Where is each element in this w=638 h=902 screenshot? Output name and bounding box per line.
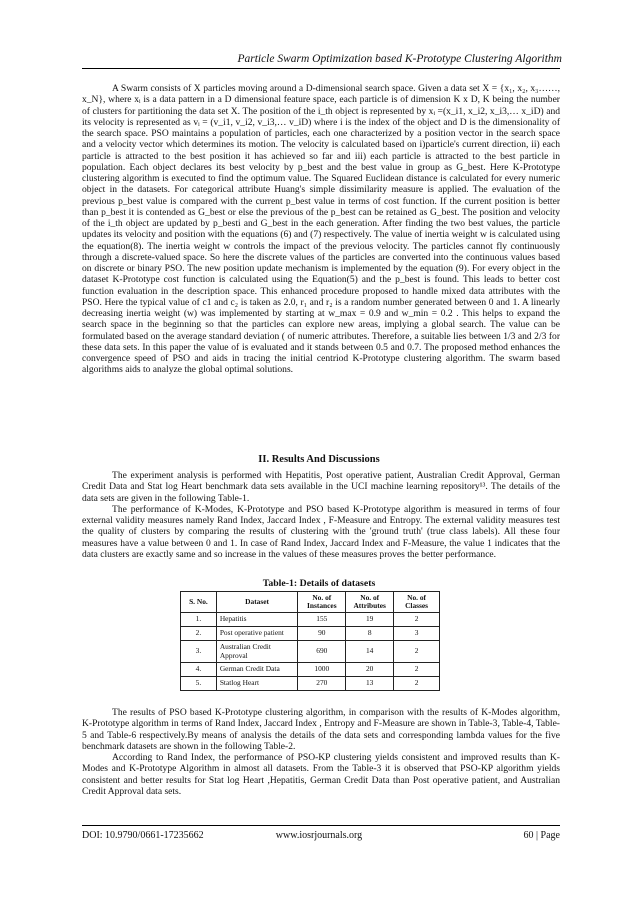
table-cell: 690 bbox=[298, 641, 346, 663]
table-row bbox=[181, 677, 440, 691]
header-cell: No. of Attributes bbox=[346, 592, 394, 613]
section-heading: II. Results And Discussions bbox=[258, 454, 380, 465]
footer-website: www.iosrjournals.org bbox=[275, 830, 363, 841]
table-cell: 14 bbox=[346, 641, 394, 663]
table-cell: Statlog Heart bbox=[216, 677, 298, 691]
datasets-table bbox=[180, 591, 440, 691]
results-intro-block bbox=[82, 470, 560, 560]
header-rule bbox=[82, 68, 560, 69]
footer-doi: DOI: 10.9790/0661-17235662 bbox=[82, 830, 204, 841]
table-cell: 20 bbox=[346, 663, 394, 677]
paragraph: A Swarm consists of X particles moving around a D-dimensional search space. Given a data set X = {x₁, x₂, x₃……, x_N}, where xᵢ is a data pattern in a D dimensional feature space, each particle is of dimension K x D, K being the number of clusters for partitioning the data set X. The position of the i_th object is represented by xᵢ =(x_i1, x_i2, x_i3,… x_iD) and its velocity is represented as vᵢ = (v_i1, v_i2, v_i3,… v_iD) where i is the index of the object and D is the dimensionality of the search space. PSO maintains a population of particles, each one characterized by a position vector in the search space and a velocity vector which determines its motion. The velocity is calculated based on i)particle's current direction, ii) each particle is attracted to the best position it has achieved so far and iii) each particle is attracted to the best particle in population. Each object declares its best velocity by p_best and the best value in group as G_best. Here K-Prototype clustering algorithm is executed to find the optimum value. The Squared Euclidean distance is calculated for every numeric object in the datasets. For categorical attribute Huang's simple dissimilarity measure is applied. The evaluation of the previous p_best value is compared with the current p_best value in terms of cost function. If the current position is better than p_best it is contended as G_best or else the previous of the p_best can be retained as G_best. The position and velocity of the i_th object are updated by p_besti and G_best in the each generation. After finding the two best values, the particle updates its velocity and position with the equations (6) and (7) respectively. The value of inertia weight w is calculated using the equation(8). The inertia weight w controls the impact of the previous velocity. The particles cannot fly continuously through a discrete-valued space. So here the discrete values of the particles are converted into the continuous values based on discrete or binary PSO. The new position update mechanism is implemented by the equation (9). For every object in the dataset K-Prototype cost function is calculated using the Equation(5) and the p_best is found. This leads to better cost function evaluation in the description space. This enhanced procedure proposed to handle mixed data attributes with the PSO. Here the typical value of c1 and c₂ is taken as 2.0, r₁ and r₂ is a random number generated between 0 and 1. A linearly decreasing inertia weight (w) was implemented by starting at w_max = 0.9 and w_min = 0.2 . This helps to expand the search space in the beginning so that the particles can explore new areas, implying a global search. The value can be formulated based on the average standard deviation ( of numeric attributes. Therefore, a suitable lies between 1/3 and 2/3 for these data sets. In this paper the value of is evaluated and it stands between 0.5 and 0.7. The proposed method enhances the convergence speed of PSO and aids in tracing the initial centriod K-Prototype clustering algorithm. The swarm based algorithms aids to analyze the global optimal solutions. bbox=[82, 83, 560, 376]
table-cell: 1000 bbox=[298, 663, 346, 677]
table-cell: 155 bbox=[298, 613, 346, 627]
header-cell: Dataset bbox=[216, 592, 298, 613]
table-cell: German Credit Data bbox=[216, 663, 298, 677]
method-description-block bbox=[82, 83, 560, 376]
table-cell: Hepatitis bbox=[216, 613, 298, 627]
table-cell: 2 bbox=[394, 677, 440, 691]
table-cell: 270 bbox=[298, 677, 346, 691]
footer-rule bbox=[82, 825, 560, 826]
running-header: Particle Swarm Optimization based K-Prototype Clustering Algorithm bbox=[237, 53, 562, 65]
table-cell: 13 bbox=[346, 677, 394, 691]
footer-page-number: 60 | Page bbox=[523, 830, 560, 841]
paragraph: The results of PSO based K-Prototype clustering algorithm, in comparison with the results of K-Modes algorithm, K-Prototype algorithm in terms of Rand Index, Jaccard Index , Entropy and F-Measure are shown in Table-3, Table-4, Table-5 and Table-6 respectively.By means of analysis the details of the data sets and corresponding lambda values for the five benchmark datasets are shown in the following Table-2. bbox=[82, 707, 560, 752]
header-cell: No. of Instances bbox=[298, 592, 346, 613]
header-cell: No. of Classes bbox=[394, 592, 440, 613]
table-caption: Table-1: Details of datasets bbox=[262, 578, 376, 589]
table-cell: 8 bbox=[346, 627, 394, 641]
table-cell: 4. bbox=[181, 663, 217, 677]
table-cell: 1. bbox=[181, 613, 217, 627]
table-cell: Australian Credit Approval bbox=[216, 641, 298, 663]
table-cell: 3. bbox=[181, 641, 217, 663]
table-cell: 2 bbox=[394, 641, 440, 663]
paragraph: The performance of K-Modes, K-Prototype and PSO based K-Prototype algorithm is measured in terms of four external validity measures namely Rand Index, Jaccard Index , F-Measure and Entropy. The external validity measures test the quality of clusters by comparing the results of clustering with the 'ground truth' (true class labels). All these four measures have a value between 0 and 1. In case of Rand Index, Jaccard Index and F-Measure, the value 1 indicates that the data clusters are exactly same and so increase in the values of these measures proves the better performance. bbox=[82, 503, 560, 560]
table-row bbox=[181, 627, 440, 641]
table-cell: 2 bbox=[394, 663, 440, 677]
paragraph: The experiment analysis is performed with Hepatitis, Post operative patient, Australian Credit Approval, German Credit Data and Stat log Heart benchmark data sets available in the UCI machine learning repository¹³. The details of the data sets are given in the following Table-1. bbox=[82, 470, 560, 504]
table-header-row bbox=[181, 592, 440, 613]
table-row bbox=[181, 641, 440, 663]
table-row bbox=[181, 613, 440, 627]
table-cell: 19 bbox=[346, 613, 394, 627]
results-analysis-block bbox=[82, 707, 560, 797]
header-cell: S. No. bbox=[181, 592, 217, 613]
paragraph: According to Rand Index, the performance of PSO-KP clustering yields consistent and improved results than K-Modes and K-Prototype Algorithm in almost all datasets. From the Table-3 it is observed that PSO-KP algorithm yields consistent and better results for Stat log Heart ,Hepatitis, German Credit Data than Post operative patient, and Australian Credit Approval data sets. bbox=[82, 752, 560, 797]
table-cell: 90 bbox=[298, 627, 346, 641]
table-cell: 5. bbox=[181, 677, 217, 691]
table-row bbox=[181, 663, 440, 677]
table-cell: Post operative patient bbox=[216, 627, 298, 641]
table-cell: 2 bbox=[394, 613, 440, 627]
table-cell: 2. bbox=[181, 627, 217, 641]
table-cell: 3 bbox=[394, 627, 440, 641]
